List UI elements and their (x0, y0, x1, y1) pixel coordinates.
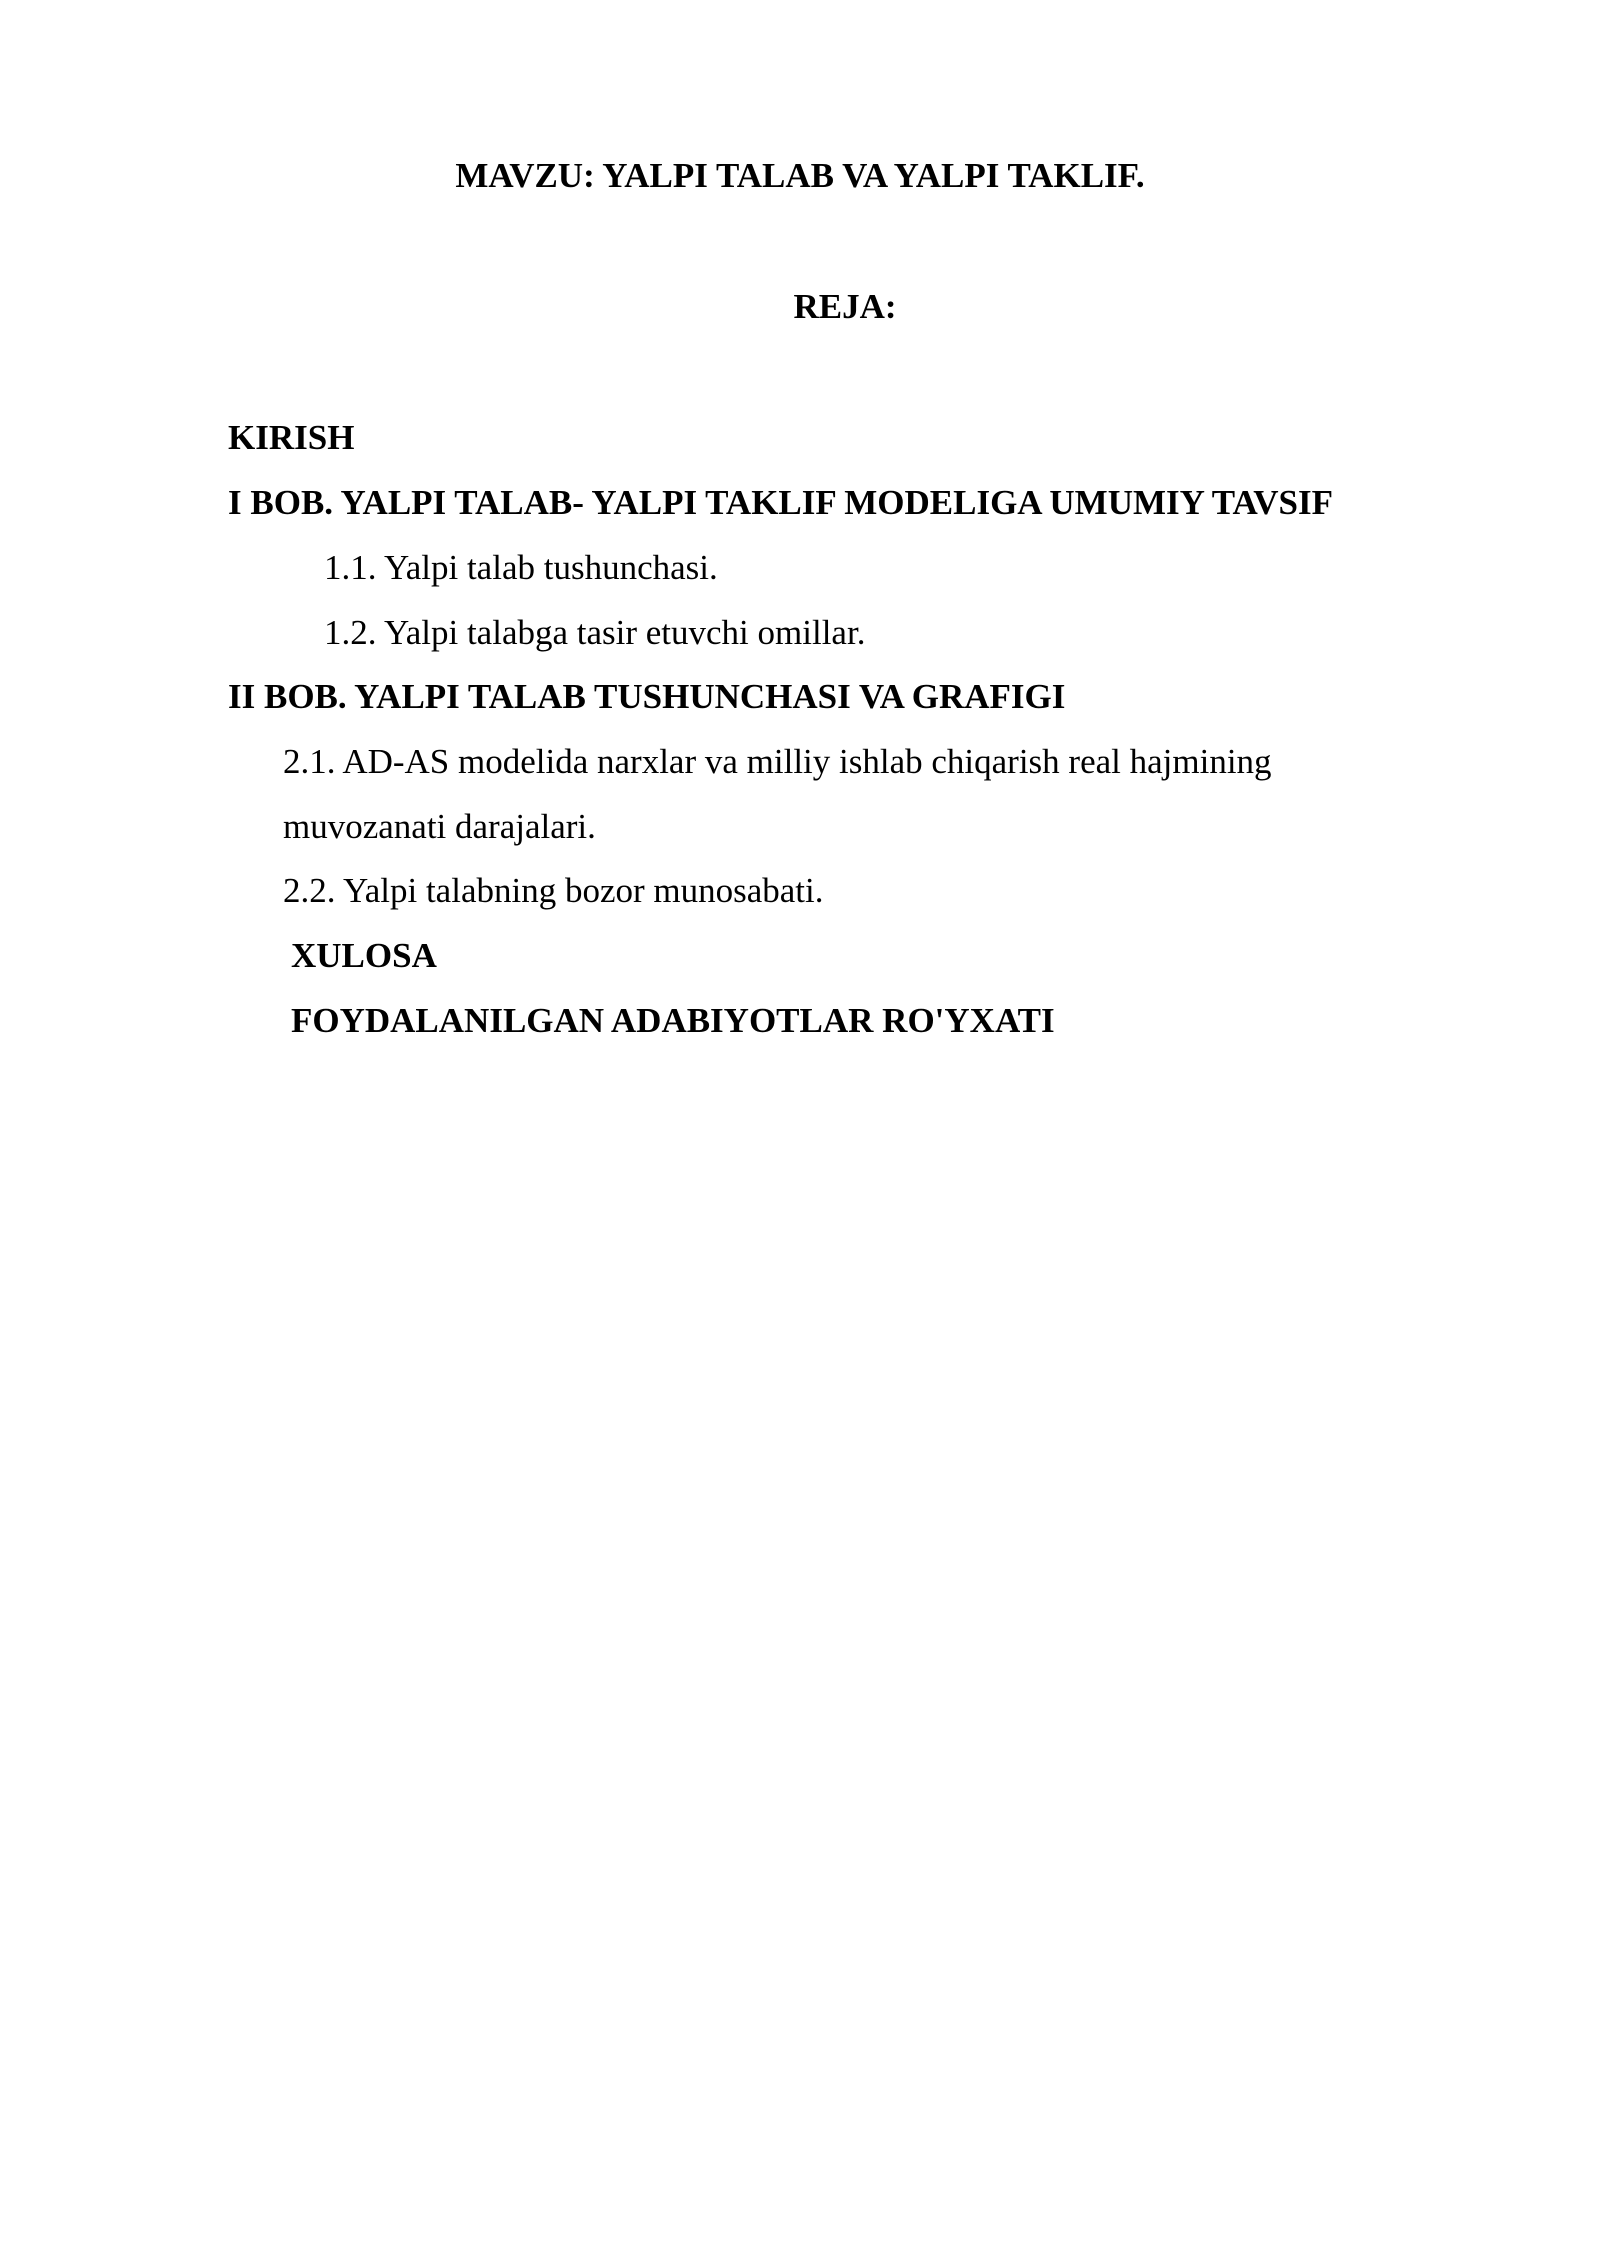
toc-chapter2-item-1-line-1: 2.1. AD-AS modelida narxlar va milliy ishlab chiqarish real hajmining (283, 742, 1272, 781)
toc-chapter1-item-1: 1.1. Yalpi talab tushunchasi. (324, 548, 718, 587)
plan-heading: REJA: (793, 287, 897, 326)
toc-chapter2-item-1-line-2: muvozanati darajalari. (283, 807, 596, 846)
toc-chapter1-item-2: 1.2. Yalpi talabga tasir etuvchi omillar. (324, 613, 866, 652)
document-title: MAVZU: YALPI TALAB VA YALPI TAKLIF. (455, 156, 1145, 195)
toc-chapter1-title: I BOB. YALPI TALAB- YALPI TAKLIF MODELIGA UMUMIY TAVSIF (228, 483, 1333, 522)
toc-references: FOYDALANILGAN ADABIYOTLAR RO'YXATI (291, 1001, 1055, 1040)
toc-intro: KIRISH (228, 418, 355, 457)
toc-chapter2-item-2: 2.2. Yalpi talabning bozor munosabati. (283, 871, 824, 910)
toc-conclusion: XULOSA (291, 936, 437, 975)
toc-chapter2-title: II BOB. YALPI TALAB TUSHUNCHASI VA GRAFIGI (228, 677, 1066, 716)
